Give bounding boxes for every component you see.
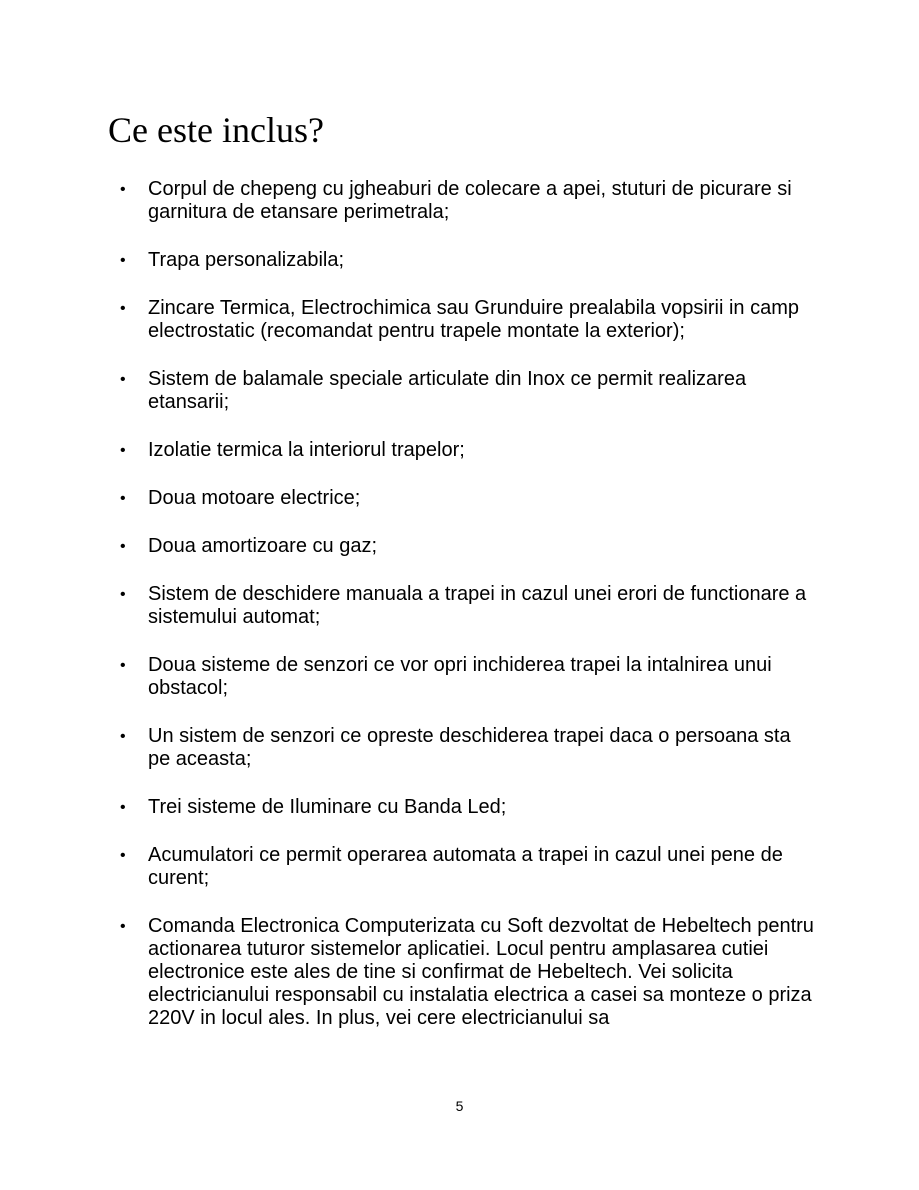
list-item-text: Zincare Termica, Electrochimica sau Grunduire prealabila vopsirii in camp electrostatic (recomandat pentru trapele montate la exterior); — [148, 297, 800, 342]
list-item-text: Trei sisteme de Iluminare cu Banda Led; — [148, 796, 507, 818]
list-item-text: Trapa personalizabila; — [148, 249, 345, 271]
bullet-icon: • — [120, 799, 126, 816]
page-title: Ce este inclus? — [108, 110, 324, 150]
list-item-text: Izolatie termica la interiorul trapelor; — [148, 439, 465, 461]
list-item — [0, 487, 919, 510]
bullet-icon: • — [120, 490, 126, 507]
list-item-text: Doua sisteme de senzori ce vor opri inchiderea trapei la intalnirea unui obstacol; — [148, 654, 772, 699]
list-item-text: Doua amortizoare cu gaz; — [148, 535, 378, 557]
bullet-icon: • — [120, 181, 126, 198]
list-item-text: Doua motoare electrice; — [148, 487, 361, 509]
list-item — [0, 178, 919, 224]
list-item — [0, 535, 919, 558]
list-item-text: Comanda Electronica Computerizata cu Soft dezvoltat de Hebeltech pentru actionarea tuturor sistemelor aplicatiei. Locul pentru amplasarea cutiei electronice este ales de tine si confirmat de Hebeltech. Vei solicita electricianului responsabil cu instalatia electrica a casei sa monteze o priza 220V in locul ales. In plus, vei cere electricianului sa — [148, 915, 814, 1029]
bullet-icon: • — [120, 252, 126, 269]
bullet-icon: • — [120, 918, 126, 935]
list-item — [0, 654, 919, 700]
list-item-text: Un sistem de senzori ce opreste deschiderea trapei daca o persoana sta pe aceasta; — [148, 725, 791, 770]
bullet-icon: • — [120, 538, 126, 555]
bullet-icon: • — [120, 728, 126, 745]
bullet-icon: • — [120, 300, 126, 317]
list-item — [0, 297, 919, 343]
list-item — [0, 796, 919, 819]
list-item — [0, 249, 919, 272]
list-item-text: Sistem de deschidere manuala a trapei in cazul unei erori de functionare a sistemului automat; — [148, 583, 807, 628]
list-item — [0, 583, 919, 629]
page-number: 5 — [455, 1098, 464, 1114]
bullet-icon: • — [120, 657, 126, 674]
bullet-icon: • — [120, 371, 126, 388]
list-item-text: Sistem de balamale speciale articulate din Inox ce permit realizarea etansarii; — [148, 368, 747, 413]
list-item — [0, 915, 919, 1030]
list-item — [0, 368, 919, 414]
list-item — [0, 725, 919, 771]
list-item — [0, 844, 919, 890]
bullet-icon: • — [120, 847, 126, 864]
list-item-text: Acumulatori ce permit operarea automata a trapei in cazul unei pene de curent; — [148, 844, 783, 889]
included-items-list — [0, 178, 919, 1055]
list-item — [0, 439, 919, 462]
bullet-icon: • — [120, 442, 126, 459]
bullet-icon: • — [120, 586, 126, 603]
list-item-text: Corpul de chepeng cu jgheaburi de colecare a apei, stuturi de picurare si garnitura de etansare perimetrala; — [148, 178, 792, 223]
